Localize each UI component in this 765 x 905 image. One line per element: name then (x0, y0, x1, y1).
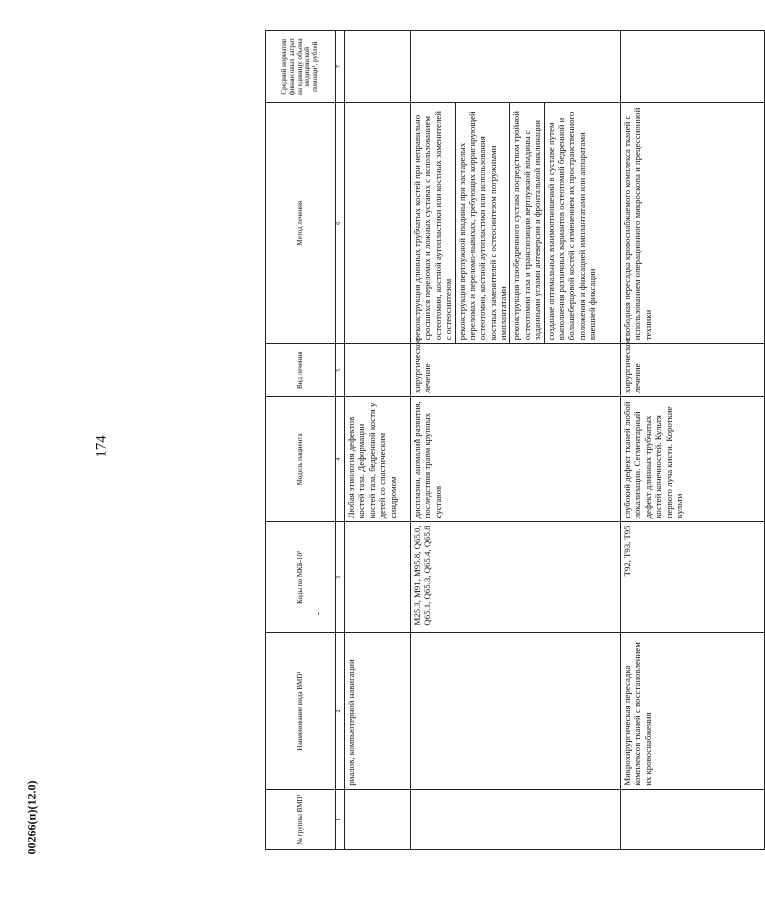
cell-vmp-name: риалов, компьютерной навигации (345, 633, 411, 790)
table-header-row (266, 31, 336, 850)
cell-icd-codes (345, 522, 411, 633)
cell-group (621, 789, 765, 849)
cell-treatment-method (345, 103, 411, 344)
method-item: свободная пересадка кровоснабжаемого комплекса тканей с использованием операционного микроскопа и прецессионной техники (622, 107, 653, 341)
column-number: 2 (336, 633, 345, 790)
cell-cost (345, 31, 411, 103)
column-number: 7 (336, 31, 345, 103)
cell-patient-model: глубокий дефект тканей любой локализации. Сегментарный дефект длинных трубчатых костей конечностей. Культя первого луча кисти. Короткие культи (621, 397, 765, 522)
column-number: 1 (336, 789, 345, 849)
cell-treatment-method (411, 103, 621, 344)
method-item: создание оптимальных взаимоотношений в суставе путем выполнения различных вариантов остеотомий бедренной и большеберцовой костей с изменением их пространственного положения и фиксацией имплантатами или аппаратами внешней фиксации (545, 111, 597, 341)
cell-patient-model: Любая этиология дефектов костей таза. Деформации костей таза, бедренной кости у детей со спастическим синдромом (345, 397, 411, 522)
cell-vmp-name: Микрохирургическая пересадка комплексов тканей с восстановлением их кровоснабжения (621, 633, 765, 790)
cell-treatment-type (345, 344, 411, 397)
column-number: 5 (336, 344, 345, 397)
column-number-row (336, 31, 345, 850)
cell-icd-codes: M25.3, M91, M95.8, Q65.0, Q65.1, Q65.3, Q65.4, Q65.8 (411, 522, 621, 633)
column-number: 4 (336, 397, 345, 522)
table-row (621, 31, 765, 850)
table-row (345, 31, 411, 850)
document-code: 00266(п)(12.0) (24, 780, 39, 855)
cell-icd-codes: T92, T93, T95 (621, 522, 765, 633)
table-row (411, 31, 621, 850)
method-item: реконструкция вертлужной впадины при застарелых переломах и переломо-вывихах, требующих корригирующей остеотомии, костной аутопластики или использования костных заменителей с остеосинтезом погружными имплантатами (456, 103, 511, 343)
column-number: 3 (336, 522, 345, 633)
method-item: реконструкция тазобедренного сустава посредством тройной остеотомии таза и транспозиции вертлужной впадины с заданными углами антеверсии и фронтальной инклинации (510, 103, 544, 343)
cell-vmp-name (411, 633, 621, 790)
column-number: 6 (336, 103, 345, 344)
method-item: реконструкция длинных трубчатых костей при неправильно сросшихся переломах и ложных суставах с использованием остеотомии, костной аутопластики или костных заменителей с остеосинтезом (411, 103, 456, 343)
cell-cost (621, 31, 765, 103)
cell-group (411, 789, 621, 849)
cell-patient-model: дисплазии, аномалии развития, последствия травм крупных суставов (411, 397, 621, 522)
header-vmp-name: Наименование вида ВМП¹ (266, 633, 336, 790)
header-icd-codes: Коды по МКБ-10² (266, 522, 336, 633)
cell-treatment-method (621, 103, 765, 344)
header-average-cost: Средний норматив финансовых затрат на единицу объема медицинской помощи³, рублей (266, 31, 336, 103)
header-treatment-method: Метод лечения (266, 103, 336, 344)
cell-cost (411, 31, 621, 103)
cell-treatment-type: хирургическое лечение (411, 344, 621, 397)
vmp-table (265, 30, 765, 850)
rotated-table-container (265, 30, 765, 850)
header-group-number: № группы ВМП¹ (266, 789, 336, 849)
cell-treatment-type: хирургическое лечение (621, 344, 765, 397)
header-patient-model: Модель пациента (266, 397, 336, 522)
header-treatment-type: Вид лечения (266, 344, 336, 397)
page-number: 174 (93, 435, 110, 458)
cell-group (345, 789, 411, 849)
